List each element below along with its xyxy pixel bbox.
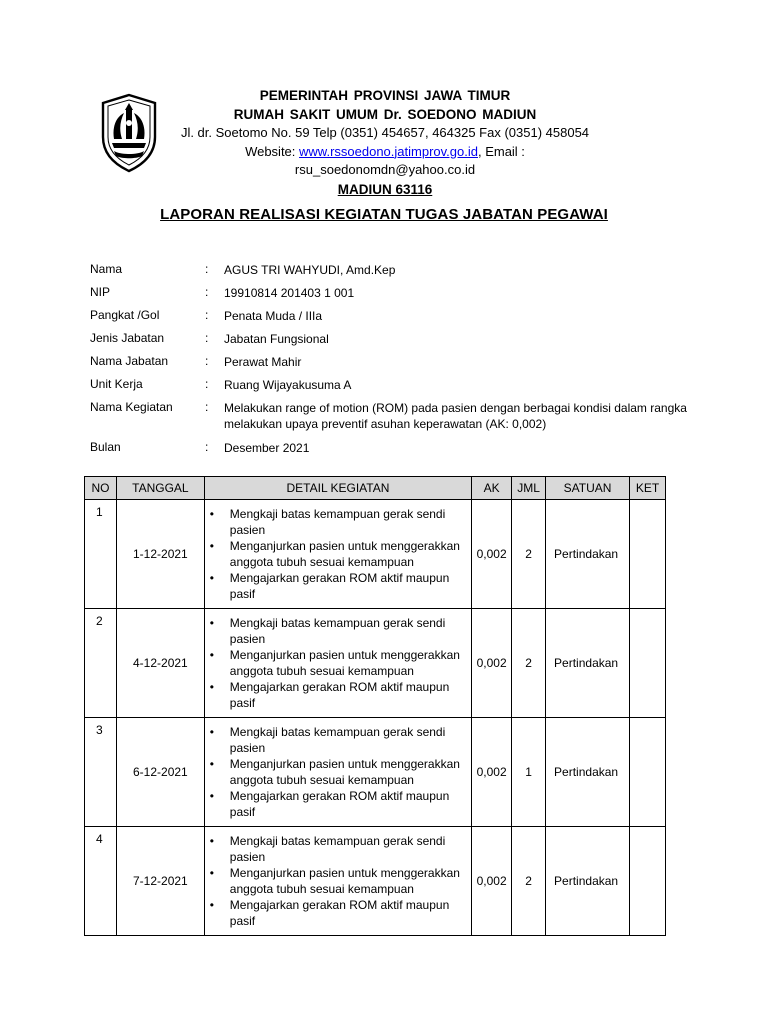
table-header-row <box>85 477 666 500</box>
identity-value: Desember 2021 <box>224 441 310 455</box>
cell-jml: 1 <box>512 718 546 827</box>
table-row <box>85 609 666 718</box>
identity-value: Perawat Mahir <box>224 355 302 369</box>
cell-satuan: Pertindakan <box>546 500 630 609</box>
identity-colon: : <box>205 308 209 322</box>
column-header-jml: JML <box>512 477 546 500</box>
cell-detail <box>204 500 471 609</box>
identity-label: NIP <box>90 285 111 299</box>
identity-row-bulan <box>90 440 690 463</box>
identity-row-nama <box>90 262 690 285</box>
cell-tanggal: 6-12-2021 <box>116 718 204 827</box>
detail-item: • Menganjurkan pasien untuk menggerakkan anggota tubuh sesuai kemampuan <box>230 647 471 679</box>
cell-detail <box>204 827 471 936</box>
identity-value: Ruang Wijayakusuma A <box>224 378 352 392</box>
cell-detail <box>204 609 471 718</box>
identity-row-nama-jabatan <box>90 354 690 377</box>
letterhead-government: PEMERINTAH PROVINSI JAWA TIMUR <box>259 88 511 103</box>
identity-row-unit-kerja <box>90 377 690 400</box>
identity-label: Bulan <box>90 440 121 454</box>
column-header-tanggal: TANGGAL <box>116 477 204 500</box>
cell-detail <box>204 718 471 827</box>
identity-label: Jenis Jabatan <box>90 331 165 345</box>
detail-item: • Menganjurkan pasien untuk menggerakkan anggota tubuh sesuai kemampuan <box>230 865 471 897</box>
cell-jml: 2 <box>512 609 546 718</box>
detail-list <box>205 724 471 820</box>
identity-value: Jabatan Fungsional <box>224 332 329 346</box>
identity-colon: : <box>205 400 209 414</box>
column-header-ak: AK <box>472 477 512 500</box>
cell-satuan: Pertindakan <box>546 609 630 718</box>
detail-item: • Menganjurkan pasien untuk menggerakkan anggota tubuh sesuai kemampuan <box>230 756 471 788</box>
column-header-detail: DETAIL KEGIATAN <box>204 477 471 500</box>
cell-satuan: Pertindakan <box>546 827 630 936</box>
detail-item: • Mengkaji batas kemampuan gerak sendi pasien <box>230 615 471 647</box>
identity-label: Unit Kerja <box>90 377 143 391</box>
cell-ak: 0,002 <box>472 718 512 827</box>
identity-row-nama-kegiatan <box>90 400 690 440</box>
column-header-satuan: SATUAN <box>546 477 630 500</box>
column-header-no: NO <box>85 477 117 500</box>
detail-item: • Mengkaji batas kemampuan gerak sendi pasien <box>230 833 471 865</box>
email-text: , Email : rsu_soedonomdn@yahoo.co.id <box>294 143 525 177</box>
cell-ak: 0,002 <box>472 827 512 936</box>
letterhead-contact <box>170 143 600 180</box>
identity-label: Nama Kegiatan <box>90 400 173 414</box>
cell-tanggal: 4-12-2021 <box>116 609 204 718</box>
identity-colon: : <box>205 440 209 454</box>
identity-colon: : <box>205 285 209 299</box>
report-title: LAPORAN REALISASI KEGIATAN TUGAS JABATAN PEGAWAI <box>160 206 608 223</box>
identity-value: Penata Muda / IIIa <box>224 309 323 323</box>
cell-satuan: Pertindakan <box>546 718 630 827</box>
column-header-ket: KET <box>630 477 666 500</box>
identity-label: Nama Jabatan <box>90 354 169 368</box>
cell-jml: 2 <box>512 500 546 609</box>
table-row <box>85 500 666 609</box>
cell-ak: 0,002 <box>472 500 512 609</box>
activity-table <box>84 476 666 936</box>
cell-no: 1 <box>85 500 117 609</box>
detail-item: • Mengajarkan gerakan ROM aktif maupun pasif <box>230 570 471 602</box>
identity-value: Melakukan range of motion (ROM) pada pasien dengan berbagai kondisi dalam rangka melakukan upaya preventif asuhan keperawatan (AK: 0,002) <box>224 401 687 431</box>
identity-value: 19910814 201403 1 001 <box>224 286 355 300</box>
detail-list <box>205 615 471 711</box>
detail-list <box>205 833 471 929</box>
cell-no: 4 <box>85 827 117 936</box>
identity-label: Nama <box>90 262 123 276</box>
website-link[interactable]: www.rssoedono.jatimprov.go.id <box>299 143 478 159</box>
cell-jml: 2 <box>512 827 546 936</box>
cell-ket <box>630 718 666 827</box>
cell-tanggal: 7-12-2021 <box>116 827 204 936</box>
letterhead <box>170 87 600 199</box>
table-row <box>85 718 666 827</box>
identity-value: AGUS TRI WAHYUDI, Amd.Kep <box>224 263 396 277</box>
detail-item: • Mengkaji batas kemampuan gerak sendi pasien <box>230 506 471 538</box>
identity-row-jenis-jabatan <box>90 331 690 354</box>
cell-no: 3 <box>85 718 117 827</box>
detail-item: • Mengajarkan gerakan ROM aktif maupun pasif <box>230 897 471 929</box>
detail-item: • Menganjurkan pasien untuk menggerakkan anggota tubuh sesuai kemampuan <box>230 538 471 570</box>
identity-colon: : <box>205 354 209 368</box>
identity-colon: : <box>205 331 209 345</box>
identity-row-pangkat <box>90 308 690 331</box>
website-label: Website: <box>245 143 300 159</box>
detail-item: • Mengkaji batas kemampuan gerak sendi pasien <box>230 724 471 756</box>
detail-item: • Mengajarkan gerakan ROM aktif maupun pasif <box>230 679 471 711</box>
cell-tanggal: 1-12-2021 <box>116 500 204 609</box>
cell-ak: 0,002 <box>472 609 512 718</box>
employee-identity <box>90 262 690 463</box>
letterhead-address: Jl. dr. Soetomo No. 59 Telp (0351) 454657, 464325 Fax (0351) 458054 <box>180 125 590 140</box>
identity-row-nip <box>90 285 690 308</box>
identity-colon: : <box>205 262 209 276</box>
cell-ket <box>630 827 666 936</box>
identity-label: Pangkat /Gol <box>90 308 160 322</box>
identity-colon: : <box>205 377 209 391</box>
letterhead-hospital-name: RUMAH SAKIT UMUM Dr. SOEDONO MADIUN <box>233 106 537 122</box>
table-row <box>85 827 666 936</box>
detail-list <box>205 506 471 602</box>
cell-ket <box>630 609 666 718</box>
jawa-timur-crest-icon <box>100 93 158 173</box>
cell-no: 2 <box>85 609 117 718</box>
cell-ket <box>630 500 666 609</box>
detail-item: • Mengajarkan gerakan ROM aktif maupun pasif <box>230 788 471 820</box>
letterhead-city: MADIUN 63116 <box>337 181 433 197</box>
